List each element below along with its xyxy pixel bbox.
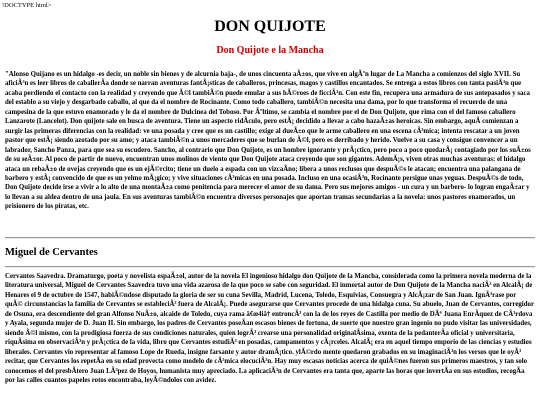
horizontal-rule-top	[5, 237, 535, 239]
page-subtitle: Don Quijote e la Mancha	[216, 45, 324, 56]
bio-paragraph: Cervantes Saavedra. Dramaturgo, poeta y novelista espaÃ±ol, autor de la novela El ingenioso hidalgo don Quijote de la Mancha, considerada como la primera novela moderna de la literatura universal, Miguel de Cervantes Saavedra tuvo una vida azarosa de la que poco se sabe con seguridad. El inmortal autor de Don Quijote de la Mancha naciÃ³ en AlcalÃ¡ de Henares el 9 de octubre de 1547, habiÃ©ndose disputado la gloria de ser su cuna Sevilla, Madrid, Lucena, Toledo, Esquivias, Consuegra y AlcÃ¡zar de San Juan. IgnÃ³rase por quÃ© circunstancias la familia de Cervantes se estableciÃ³ fuera de AlcalÃ¡. Puede asegurarse que Cervantes procede de una hidalga cuna. Su abuelo, Juan de Cervantes, corregidor de Osuna, era descendiente del gran Alfonso NuÃ±o, alcaide de Toledo, cuya rama â€œ4iâ† entroncÃ³ con la de los reyes de Castilla por medio de DÂª Juana EnrÃquez de CÃ³rdova y Ayala, segunda mujer de D. Juan II. Sin embargo, los padres de Cervantes poseÃan escasos bienes de fortuna, de suerte que nuestro gran ingenio no pudo visitar las universidades, siendo Ã©l mismo, con la prodigiosa fuerza de sus condiciones naturales, quien logrÃ³ crearse una personalidad originalÃsima, exenta de la pedanterÃa oficial y universitaria, riquÃsima en observaciÃ³n y prÃ¡ctica de la vida, libro que Cervantes estudiÃ³ en posadas, campamentos y cÃ¡rceles. AlcalÃ¡ era en aquel tiempo emporio de las ciencias y estudios liberales. Cervantes vio representar al famoso Lope de Rueda, insigne farsante y autor dramÃ¡tico. ylÃ©rdo mente quedaron grabados en su imaginaciÃ³n los versos que le oyÃ³ recitar, que Cervantes los repetÃa en su edad provecta como modelo de cÃ³mica elocuciÃ³n. Hay muy escasas noticias acerca de quiÃ©nes fueron sus primeros maestros, y tan solo conocemos el del presbÃtero Juan LÃ³pez de Hoyos, humanista muy apreciado. La aplicaciÃ³n de Cervantes era tanta que, aparte las horas que invertÃa en sus estudios, recogÃa por las calles cuantos papeles rotos encontraba, leyÃ©ndolos con avidez.	[5, 273, 534, 384]
horizontal-rule-bottom	[5, 266, 535, 268]
page-title: DON QUIJOTE	[214, 18, 326, 35]
doctype-text: !DOCTYPE html>	[2, 2, 52, 9]
intro-paragraph: "Alonso Quijano es un hidalgo -es decir, un noble sin bienes y de alcurnia baja-, de unos cincuenta aÃ±os, que vive en algÃºn lugar de La Mancha a comienzos del siglo XVII. Su aficiÃ³n es leer libros de caballerÃa donde se narran aventuras fantÃ¡sticas de caballeros, princesas, magos y castillos encantados. Se entrega a estos libros con tanta pasiÃ³n que acaba perdiendo el contacto con la realidad y creyendo que Ã©l tambiÃ©n puede emular a sus hÃ©roes de ficciÃ³n. Con este fin, recupera una armadura de sus antepasados y saca del establo a su viejo y desgarbado caballo, al que da el nombre de Rocinante. Como todo caballero, tambiÃ©n necesita una dama, por lo que transforma el recuerdo de una campesina de la que estuvo enamorado y le da el nombre de Dulcinea del Toboso. Por Ãºltimo, se cambia el nombre por el de Don Quijote, que rima con el del famoso caballero Lanzarote (Lancelot). Don quijote sale en busca de aventura. Tiene un aspecto ridÃculo, pero estÃ¡ decidido a llevar a cabo hazaÃ±as heroicas. Sin embargo, aquÃ comienzan a surgir las primeras diferencias con la realidad: ve una posada y cree que es un castillo; exige al dueÃ±o que le arme caballero en una escena cÃ³mica; intenta rescatar a un joven pastor que estÃ¡ siendo azotado por su amo; y ataca tambiÃ©n a unos mercaderes que se burlan de Ã©l, pero es derribado y herido. Vuelve a su casa y consigue convencer a un labrador, Sancho Panza, para que sea su escudero. Sancho, al contrario que Don Quijote, es un hombre ignorante y prÃ¡ctico, pero poco a poco quedarÃ¡ contagiado por los suÃ±os de su seÃ±or. Al poco de partir de nuevo, encuentran unos molinos de viento que Don Quijote ataca creyendo que son gigantes. AdemÃ¡s, viven otras muchas aventuras: el hidalgo ataca un rebaÃ±o de ovejas creyendo que es un ejÃ©rcito; tiene un duelo a espada con un vizcaÃno; libera a unos reclusos que despuÃ©s le atacan; encuentra una palangana de barbero y estÃ¡ convencido de que es un yelmo mÃ¡gico; y vive situaciones cÃ³micas en una posada. Incluso en una ocasiÃ³n, Rocinante persigue unas yeguas. DespuÃ©s de todo, Don Quijote decide irse a vivir a lo alto de una montaÃ±a como penitencia para merecer el amor de su dama. Pero sus mejores amigos - un cura y un barbero- lo logran engaÃ±ar y lo llevan a su aldea dentro de una jaula. En sus aventuras tambiÃ©n encuentra diversos personajes que aportan tramas secundarias a la novela: unos pastores enamorados, un prisionero de los piratas, etc.	[5, 71, 531, 211]
section-heading: Miguel de Cervantes	[5, 247, 98, 258]
